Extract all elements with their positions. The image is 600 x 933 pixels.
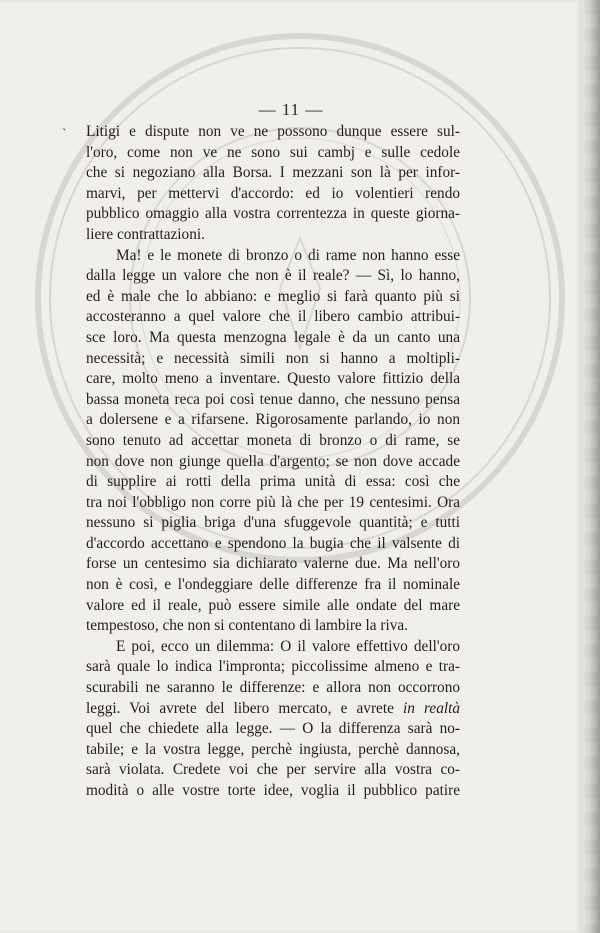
- text-line: non è così, e l'ondeggiare delle differenze fra il nominale: [86, 576, 460, 594]
- text-line: tra noi l'obbligo non corre più là che per 19 centesimi. Ora: [86, 493, 460, 511]
- page-number: — 11 —: [258, 100, 324, 119]
- text-line-roman: leggi. Voi avrete del libero mercato, e avrete: [86, 699, 394, 717]
- text-line: sce loro. Ma questa menzogna legale è da un canto una: [86, 328, 460, 346]
- text-line: sono tenuto ad accettar moneta di bronzo o di rame, se: [86, 431, 460, 449]
- text-line: l'oro, come non ve ne sono sui cambj e sulle cedole: [86, 143, 460, 161]
- text-line: modità o alle vostre torte idee, voglia il pubblico patire: [86, 782, 460, 799]
- text-line: bassa moneta reca poi così tenue danno, che nessuno pensa: [86, 390, 460, 408]
- text-line: nessuno si piglia briga d'una sfuggevole quantità; e tutti: [86, 514, 460, 532]
- text-line: sarà quale lo indica l'impronta; piccolissime almeno e tra-: [86, 658, 460, 676]
- text-line: Litigi e dispute non ve ne possono dunque essere sul-: [86, 123, 460, 140]
- text-line: [86, 699, 460, 720]
- text-line: Ma! e le monete di bronzo o di rame non hanno esse: [116, 246, 460, 264]
- text-line: d'accordo accettano e spendono la bugia che il valsente di: [86, 534, 460, 552]
- body-text: [86, 122, 460, 802]
- text-line: care, molto meno a inventare. Questo valore fittizio della: [86, 370, 460, 388]
- italic-phrase: in realtà: [403, 699, 461, 717]
- text-line: quel che chiedete alla legge. — O la differenza sarà no-: [86, 720, 460, 738]
- text-line: marvi, per mettervi d'accordo: ed io volentieri rendo: [86, 184, 460, 202]
- text-line: tempestoso, che non si contentano di lambire la riva.: [86, 617, 408, 635]
- text-line: di supplire ai rotti della prima unità di essa: così che: [86, 473, 460, 491]
- text-line: a dolersene e a rifarsene. Rigorosamente parlando, io non: [86, 411, 460, 429]
- text-line: ed è male che lo abbiano: e meglio si farà quanto più si: [86, 287, 460, 305]
- text-line: scurabili ne saranno le differenze: e allora non occorrono: [86, 679, 460, 697]
- text-line: che si negoziano alla Borsa. I mezzani son là per infor-: [86, 164, 460, 182]
- page-edge: [582, 0, 600, 933]
- text-line: liere contrattazioni.: [86, 225, 205, 243]
- margin-mark: ˋ: [62, 127, 67, 142]
- text-line: non dove non giunge quella d'argento; se non dove accade: [86, 452, 460, 470]
- text-line: forse un centesimo sia dichiarato valerne due. Ma nell'oro: [86, 555, 460, 573]
- text-line: sarà violata. Credete voi che per servire alla vostra co-: [86, 761, 460, 779]
- text-line: pubblico omaggio alla vostra correntezza in queste giorna-: [86, 205, 460, 223]
- text-line: necessità; e necessità simili non si hanno a moltipli-: [86, 349, 460, 367]
- text-line: tabile; e la vostra legge, perchè ingiusta, perchè dannosa,: [86, 740, 460, 758]
- text-line: valore ed il reale, può essere simile alle ondate del mare: [86, 596, 460, 614]
- text-line: dalla legge un valore che non è il reale? — Sì, lo hanno,: [86, 267, 460, 285]
- text-line: E poi, ecco un dilemma: O il valore effettivo dell'oro: [116, 637, 460, 655]
- text-line: accosteranno a quel valore che il libero cambio attribui-: [86, 308, 460, 326]
